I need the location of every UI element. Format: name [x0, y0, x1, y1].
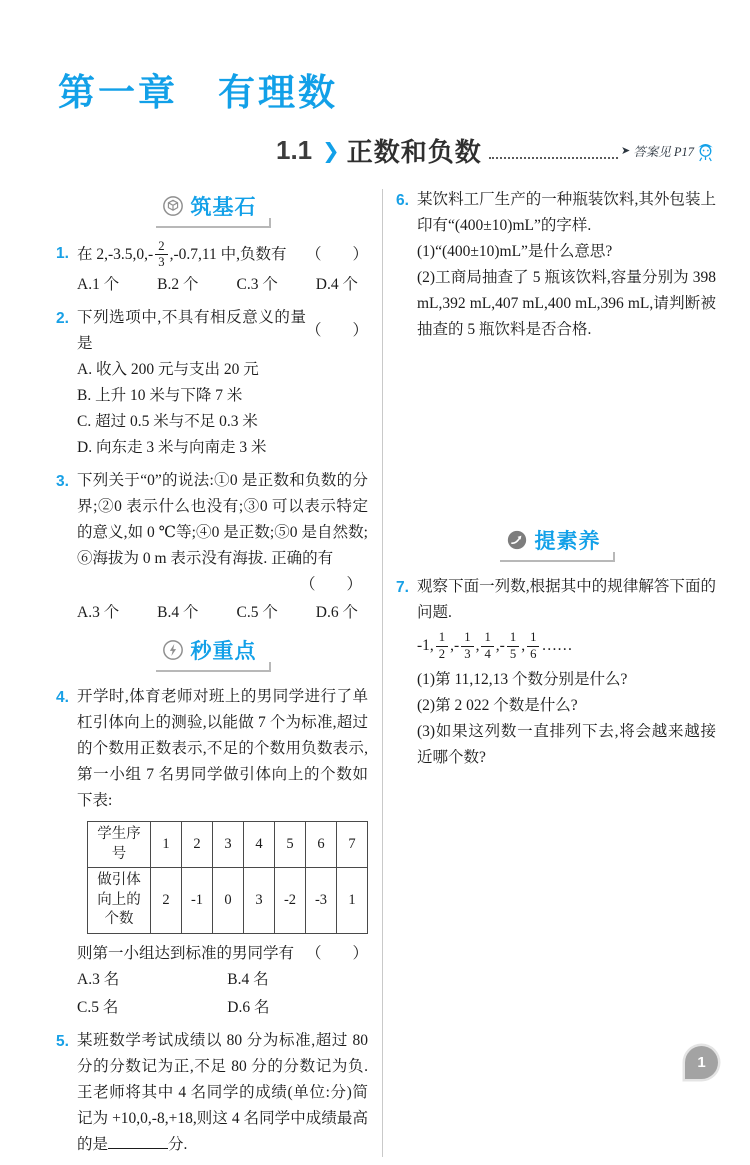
mascot-icon: [695, 139, 716, 162]
fraction-denominator: 5: [509, 646, 517, 661]
fraction: [481, 631, 493, 661]
fraction-denominator: 4: [484, 646, 491, 661]
section-badge-literacy: [500, 523, 613, 562]
section-badge-keypoint: [156, 633, 269, 672]
section-header: [276, 132, 716, 169]
question-part: (1)“(400±10)mL”是什么意思?: [417, 243, 613, 261]
question-number: 4.: [56, 689, 69, 707]
option: A.1 个: [77, 275, 120, 293]
text-segment: 下列选项中,不具有相反意义的量是: [77, 308, 306, 352]
question-part: (2)工商局抽查了 5 瓶该饮料,容量分别为 398 mL,392 mL,407 mL,400 mL,396 mL,请判断被抽查的 5 瓶饮料是否合格.: [417, 269, 716, 339]
badge-label: 秒重点: [190, 640, 257, 664]
table-cell: 4: [244, 822, 275, 868]
text-segment: ,: [475, 637, 480, 655]
question-number: 6.: [396, 192, 409, 209]
table-cell: 7: [337, 822, 368, 868]
question-number: 7.: [396, 579, 409, 597]
table-cell: -3: [306, 868, 337, 934]
question-number: 2.: [56, 309, 69, 327]
chevron-right-icon: ❯: [322, 138, 340, 163]
option: D.6 名: [227, 999, 270, 1017]
fraction-numerator: 1: [527, 631, 539, 646]
option: C.3 个: [236, 275, 278, 293]
lightning-icon: [162, 639, 184, 661]
fraction-numerator: 1: [507, 631, 519, 646]
text-segment: 在 2,-3.5,0,-: [77, 245, 154, 263]
option: A.3 名: [77, 971, 120, 989]
answer-bracket: （ ）: [299, 576, 362, 593]
answer-reference: 答案见 P17: [633, 144, 694, 159]
table-cell: -1: [182, 868, 213, 934]
option: D.4 个: [315, 275, 358, 293]
options-grid: [77, 967, 368, 1021]
question-3: [56, 468, 368, 626]
workbook-page: [0, 62, 750, 1165]
section-number: 1.1: [276, 135, 313, 165]
option: B.2 个: [157, 275, 199, 293]
page-number-badge: [685, 1046, 718, 1079]
fraction-numerator: 1: [481, 631, 493, 646]
text-segment: 则第一小组达到标准的男同学有: [77, 945, 295, 963]
arrow-right-icon: ➤: [621, 145, 631, 157]
option: B. 上升 10 米与下降 7 米: [77, 386, 243, 404]
question-number: 3.: [56, 472, 69, 490]
fraction: [507, 631, 519, 661]
options-row: [77, 600, 368, 626]
question-text: 下列关于“0”的说法:①0 是正数和负数的分界;②0 表示什么也没有;③0 可以表示特定的意义,如 0 ℃等;④0 是正数;⑤0 是自然数;⑥海拔为 0 m 表示没有海拔. 正确的有: [77, 471, 368, 567]
number-sequence: [417, 631, 716, 661]
trend-up-icon: [506, 529, 528, 551]
table-cell: -2: [275, 868, 306, 934]
text-segment: 分.: [168, 1136, 188, 1154]
badge-label: 筑基石: [190, 196, 257, 219]
answer-bracket: （ ）: [305, 945, 368, 963]
option: C. 超过 0.5 米与不足 0.3 米: [77, 412, 258, 430]
question-number: 5.: [56, 1033, 69, 1051]
question-text: [77, 305, 368, 357]
fraction: [155, 240, 167, 270]
table-cell: 5: [275, 822, 306, 868]
table-row: [88, 868, 368, 934]
table-cell: 6: [306, 822, 337, 868]
question-text: 某饮料工厂生产的一种瓶装饮料,其外包装上印有“(400±10)mL”的字样.: [417, 191, 716, 235]
fraction: [436, 631, 448, 661]
table-cell: 1: [337, 868, 368, 934]
pullup-data-table: [87, 821, 368, 934]
fraction: [461, 631, 473, 661]
answer-bracket: （ ）: [305, 245, 368, 263]
text-segment: -1,: [417, 637, 434, 655]
table-header-cell: 做引体向上的个数: [88, 868, 151, 934]
fraction-numerator: 1: [461, 631, 473, 646]
table-header-cell: 学生序号: [88, 822, 151, 868]
question-7: [396, 574, 716, 771]
table-cell: 0: [213, 868, 244, 934]
question-1: [56, 240, 368, 298]
fraction: [527, 631, 539, 661]
answer-blank: [108, 1135, 168, 1149]
question-text: 某班数学考试成绩以 80 分为标准,超过 80 分的分数记为正,不足 80 分的分数记为负. 王老师将其中 4 名同学的成绩(单位:分)简记为 +10,0,-8,+18,则这 4 名同学中成绩最高的是: [77, 1032, 368, 1154]
section-title: 正数和负数: [346, 137, 482, 167]
option: B.4 个: [157, 604, 199, 622]
option: C.5 名: [77, 999, 119, 1017]
fraction-numerator: 2: [155, 240, 167, 255]
text-segment: ,-0.7,11 中,负数有: [169, 245, 287, 263]
options-row: [77, 272, 368, 298]
table-cell: 3: [213, 822, 244, 868]
option: A. 收入 200 元与支出 20 元: [77, 360, 259, 378]
column-divider: [382, 189, 383, 1157]
question-part: (2)第 2 022 个数是什么?: [417, 696, 578, 714]
chapter-title: 第一章 有理数: [58, 72, 338, 113]
option: C.5 个: [236, 604, 278, 622]
question-text: [77, 941, 368, 967]
question-6: [396, 187, 716, 343]
table-cell: 3: [244, 868, 275, 934]
fraction-denominator: 3: [464, 646, 471, 661]
option: D. 向东走 3 米与向南走 3 米: [77, 438, 267, 456]
question-text: [77, 240, 368, 270]
cube-icon: [162, 195, 184, 217]
table-cell: 1: [151, 822, 182, 868]
fraction-denominator: 2: [438, 646, 446, 661]
page-columns: [0, 169, 750, 1165]
table-cell: 2: [182, 822, 213, 868]
question-part: (3)如果这列数一直排列下去,将会越来越接近哪个数?: [417, 722, 716, 766]
question-2: [56, 305, 368, 461]
badge-label: 提素养: [534, 530, 601, 554]
fraction-denominator: 3: [158, 255, 165, 270]
option: B.4 名: [227, 971, 269, 989]
table-row: [88, 822, 368, 868]
question-4: [56, 684, 368, 1021]
question-5: [56, 1028, 368, 1158]
text-segment: ,-: [495, 637, 505, 655]
answer-bracket: （ ）: [305, 321, 368, 339]
text-segment: ,-: [450, 637, 460, 655]
page-number: 1: [697, 1054, 706, 1071]
dotted-leader: [489, 142, 618, 159]
left-column: [56, 187, 368, 1165]
question-part: (1)第 11,12,13 个数分别是什么?: [417, 670, 628, 688]
section-badge-foundation: [156, 189, 269, 228]
table-cell: 2: [151, 868, 182, 934]
fraction-numerator: 1: [436, 631, 448, 646]
question-text: 观察下面一列数,根据其中的规律解答下面的问题.: [417, 578, 716, 622]
option: A.3 个: [77, 604, 120, 622]
question-text: 开学时,体育老师对班上的男同学进行了单杠引体向上的测验,以能做 7 个为标准,超过的个数用正数表示,不足的个数用负数表示,第一小组 7 名男同学做引体向上的个数如下表:: [77, 688, 368, 810]
option: D.6 个: [315, 604, 358, 622]
right-column: [396, 187, 716, 1165]
fraction-denominator: 6: [530, 646, 537, 661]
text-segment: ……: [541, 637, 573, 655]
question-number: 1.: [56, 245, 69, 262]
text-segment: ,: [521, 637, 526, 655]
